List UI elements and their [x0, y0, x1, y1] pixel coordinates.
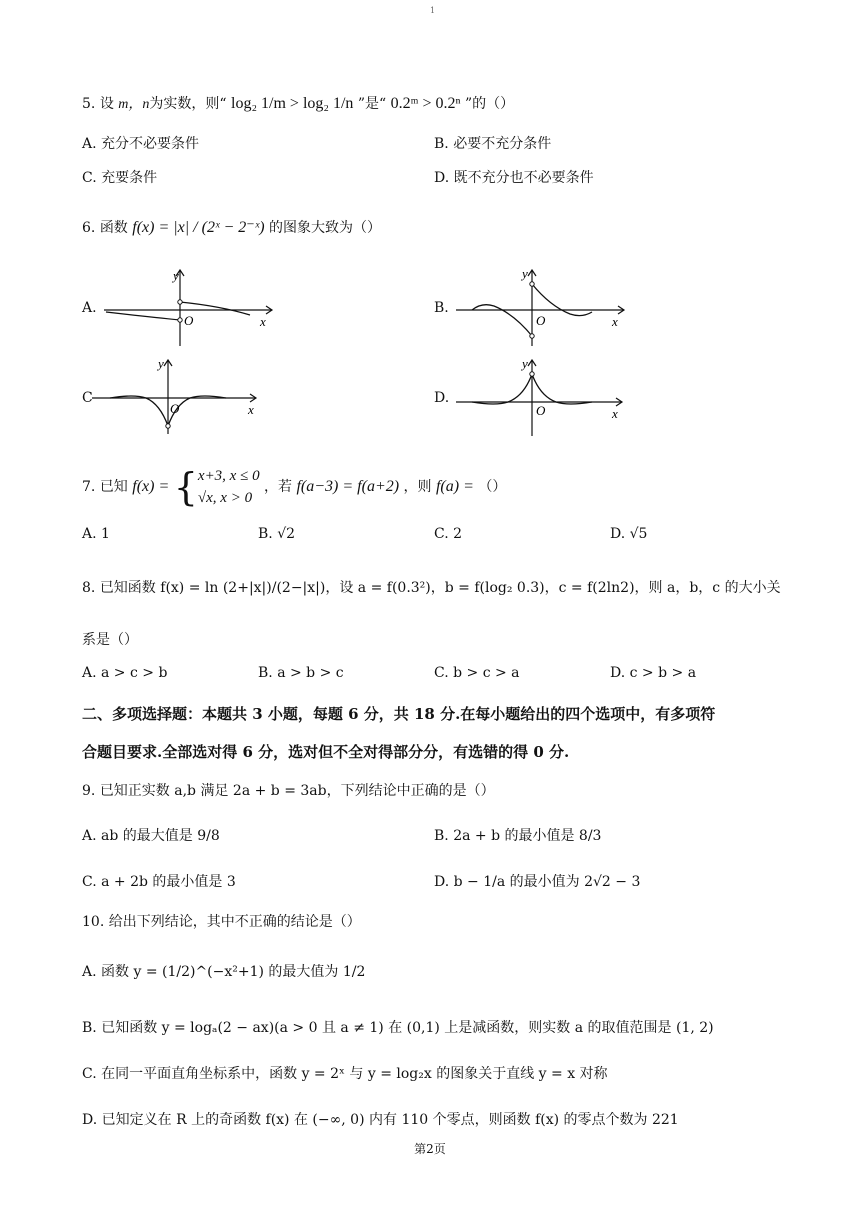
- q5-prefix: 设: [99, 96, 114, 112]
- q7-option-b[interactable]: B. √2: [258, 526, 296, 542]
- q9-text: 已知正实数 a,b 满足 2a + b = 3ab，下列结论中正确的是（）: [99, 783, 495, 799]
- q7-stem: 7. 已知 f(x) = { x+3, x ≤ 0 √x, x > 0 ，若 f(a−3) = f(a+2) ，则 f(a) = （）: [82, 465, 507, 509]
- q9-number: 9.: [82, 783, 96, 799]
- q7-piece-1: x+3, x ≤ 0: [197, 468, 260, 484]
- q6-graph-c[interactable]: [90, 354, 270, 438]
- curve-right: [532, 374, 592, 404]
- x-label: x: [260, 314, 266, 329]
- q7-option-c[interactable]: C. 2: [434, 526, 463, 542]
- page-top-mark: 1: [430, 6, 436, 15]
- origin-label: O: [170, 401, 180, 416]
- q6-graph-a[interactable]: [100, 262, 290, 352]
- q7-mid: ，若: [264, 479, 293, 495]
- page-footer: 第2页: [414, 1142, 446, 1156]
- q7-ask: f(a) =: [435, 478, 474, 495]
- q5-option-d[interactable]: D. 既不充分也不必要条件: [434, 170, 594, 186]
- q10-option-b[interactable]: B. 已知函数 y = logₐ(2 − ax)(a > 0 且 a ≠ 1) 在 (0,1) 上是减函数，则实数 a 的取值范围是 (1, 2): [82, 1020, 714, 1036]
- q5-cond1: log₂ 1/m > log₂ 1/n: [231, 95, 354, 112]
- q9-stem: [82, 781, 495, 801]
- curve-left: [110, 396, 168, 426]
- curve-left: [472, 374, 532, 404]
- q5-option-b[interactable]: B. 必要不充分条件: [434, 136, 552, 152]
- origin-label: O: [184, 313, 194, 328]
- q6-graph-b[interactable]: [452, 262, 642, 352]
- q9-option-c[interactable]: C. a + 2b 的最小值是 3: [82, 874, 236, 890]
- q6-option-d-label[interactable]: D.: [434, 390, 450, 406]
- y-label: y: [173, 268, 179, 283]
- q6-graph-d[interactable]: [452, 352, 642, 438]
- q5-mid2: ”是“: [357, 96, 387, 112]
- origin-label: O: [536, 313, 546, 328]
- q6-option-b-label[interactable]: B.: [434, 300, 449, 316]
- curve-right: [532, 284, 592, 316]
- origin-label: O: [536, 403, 546, 418]
- q8-stem: [82, 578, 781, 598]
- q10-number: 10.: [82, 914, 105, 930]
- x-label: x: [612, 314, 618, 329]
- q9-option-b[interactable]: B. 2a + b 的最小值是 8/3: [434, 828, 602, 844]
- q5-suffix: ”的（）: [465, 96, 515, 112]
- q6-option-c-label[interactable]: C: [82, 390, 93, 406]
- q5-option-c[interactable]: C. 充要条件: [82, 170, 158, 186]
- q5-stem: [82, 94, 514, 115]
- q8-option-c[interactable]: C. b > c > a: [434, 665, 520, 681]
- q10-option-c[interactable]: C. 在同一平面直角坐标系中，函数 y = 2ˣ 与 y = log₂x 的图象关于直线 y = x 对称: [82, 1066, 608, 1082]
- section-2-heading-line-2: 合题目要求.全部选对得 6 分，选对但不全对得部分分，有选错的得 0 分.: [82, 743, 570, 761]
- q5-cond2: 0.2ᵐ > 0.2ⁿ: [390, 95, 461, 112]
- q7-condition: f(a−3) = f(a+2): [296, 478, 400, 495]
- q7-option-a[interactable]: A. 1: [82, 526, 110, 542]
- q10-text: 给出下列结论，其中不正确的结论是（）: [108, 914, 361, 930]
- q9-option-a[interactable]: A. ab 的最大值是 9/8: [82, 828, 220, 844]
- section-2-heading-line-1: 二、多项选择题：本题共 3 小题，每题 6 分，共 18 分.在每小题给出的四个选项中，有多项符: [82, 705, 716, 723]
- q5-mid: 为实数，则“: [149, 96, 227, 112]
- q7-piecewise: { x+3, x ≤ 0 √x, x > 0: [173, 465, 260, 509]
- q6-function: f(x) = |x| / (2ˣ − 2⁻ˣ): [132, 219, 265, 236]
- q8-option-d[interactable]: D. c > b > a: [610, 665, 697, 681]
- q8-option-b[interactable]: B. a > b > c: [258, 665, 344, 681]
- q5-number: 5.: [82, 96, 96, 112]
- q6-stem: [82, 218, 381, 238]
- curve-left: [106, 312, 180, 320]
- q5-vars: m，n: [118, 97, 150, 112]
- q7-number: 7.: [82, 479, 96, 495]
- q6-prefix: 函数: [99, 220, 128, 236]
- q8-line-1: 已知函数 f(x) = ln (2+|x|)/(2−|x|)，设 a = f(0.3²)，b = f(log₂ 0.3)，c = f(2ln2)，则 a，b，c 的大小关: [99, 580, 781, 596]
- curve-left: [472, 305, 532, 336]
- q7-piece-2: √x, x > 0: [197, 490, 253, 506]
- q6-suffix: 的图象大致为（）: [269, 220, 381, 236]
- q6-option-a-label[interactable]: A.: [82, 300, 97, 316]
- x-label: x: [612, 406, 618, 421]
- q7-mid2: ，则: [403, 479, 432, 495]
- q8-number: 8.: [82, 580, 96, 596]
- q7-option-d[interactable]: D. √5: [610, 526, 648, 542]
- q10-stem: [82, 912, 361, 932]
- y-label: y: [522, 266, 528, 281]
- q9-option-d[interactable]: D. b − 1/a 的最小值为 2√2 − 3: [434, 874, 641, 890]
- q5-option-a[interactable]: A. 充分不必要条件: [82, 136, 200, 152]
- x-label: x: [248, 402, 254, 417]
- q6-number: 6.: [82, 220, 96, 236]
- q10-option-d[interactable]: D. 已知定义在 R 上的奇函数 f(x) 在 (−∞, 0) 内有 110 个零点，则函数 f(x) 的零点个数为 221: [82, 1112, 679, 1128]
- y-label: y: [158, 356, 164, 371]
- q8-stem-continued: 系是（）: [82, 632, 138, 648]
- q7-suffix: （）: [478, 479, 507, 495]
- q8-option-a[interactable]: A. a > c > b: [82, 665, 168, 681]
- y-label: y: [522, 356, 528, 371]
- q10-option-a[interactable]: A. 函数 y = (1/2)^(−x²+1) 的最大值为 1/2: [82, 964, 366, 980]
- q7-prefix: 已知: [99, 479, 128, 495]
